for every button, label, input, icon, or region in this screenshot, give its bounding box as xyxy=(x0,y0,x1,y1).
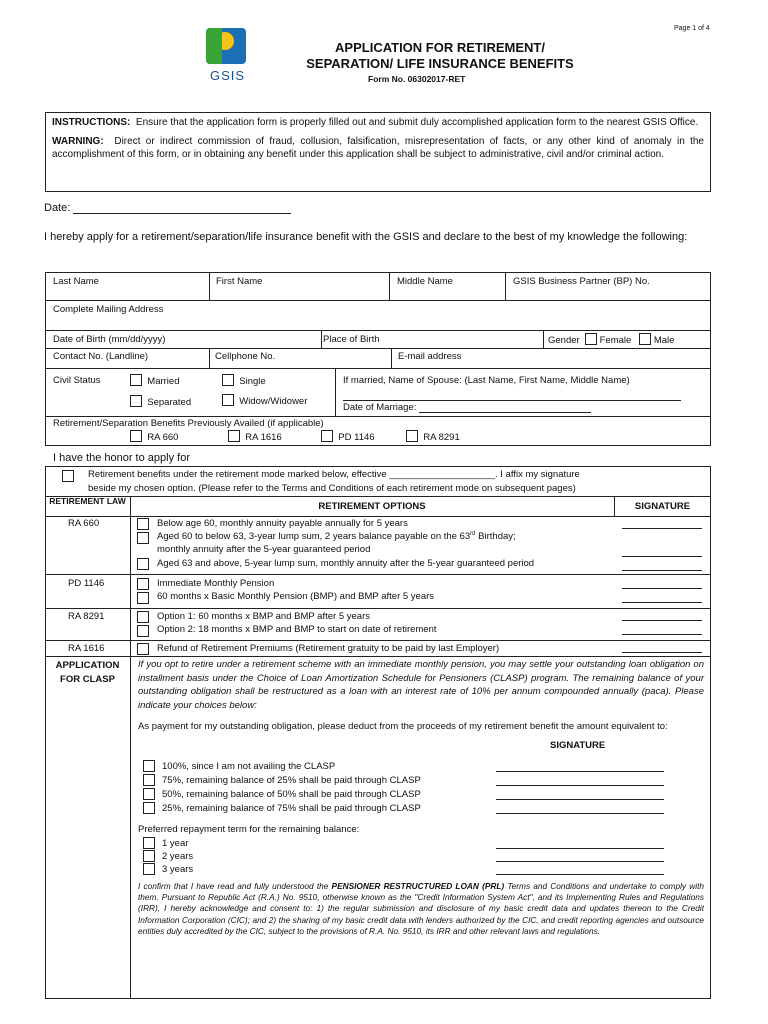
form-number: Form No. 06302017-RET xyxy=(368,74,466,84)
signature-line[interactable] xyxy=(496,785,664,786)
term-3: 3 years xyxy=(162,864,194,875)
law-pd1146: PD 1146 xyxy=(68,578,105,589)
pd1146-opt1-checkbox[interactable] xyxy=(137,578,149,590)
bp-number-field[interactable]: GSIS Business Partner (BP) No. xyxy=(513,276,650,287)
first-name-field[interactable]: First Name xyxy=(216,276,263,287)
pd1146-opt1: Immediate Monthly Pension xyxy=(157,578,275,589)
landline-field[interactable]: Contact No. (Landline) xyxy=(53,351,149,362)
ra660-opt3: Aged 63 and above, 5-year lump sum, monthly annuity after the 5-year guaranteed period xyxy=(157,558,535,569)
female-checkbox[interactable] xyxy=(585,333,597,345)
clasp-opt100: 100%, since I am not availing the CLASP xyxy=(162,761,336,772)
married-option[interactable]: Married xyxy=(130,374,179,387)
ra660-opt2-cont: monthly annuity after the 5-year guaranteed period xyxy=(157,544,371,555)
clasp-opt25: 25%, remaining balance of 75% shall be paid through CLASP xyxy=(162,803,421,814)
logo-text: GSIS xyxy=(210,68,246,83)
spouse-name-field[interactable]: If married, Name of Spouse: (Last Name, First Name, Middle Name) xyxy=(343,375,630,386)
page-number: Page 1 of 4 xyxy=(674,25,710,32)
clasp-intro: If you opt to retire under a retirement scheme with an immediate monthly pension, you may settle your outstanding loan obligation on installment basis under the Choice of Loan Amortization Schedule for Pensioners (CLASP) program. The remaining balance of your outstanding obligation shall be restructured as a loan with an interest rate of 10% per annum compounded annually (paca). Please indicate your choices below: xyxy=(138,659,704,711)
law-ra1616: RA 1616 xyxy=(68,643,105,654)
prev-ra8291-option[interactable]: RA 8291 xyxy=(406,430,460,443)
retirement-mode-line1: Retirement benefits under the retirement mode marked below, effective ____________________. I affix my signature xyxy=(88,469,580,480)
middle-name-field[interactable]: Middle Name xyxy=(397,276,453,287)
last-name-field[interactable]: Last Name xyxy=(53,276,99,287)
prev-ra660-option[interactable]: RA 660 xyxy=(130,430,178,443)
clasp-100-checkbox[interactable] xyxy=(143,760,155,772)
col-retirement-options: RETIREMENT OPTIONS xyxy=(318,501,426,512)
honor-label: I have the honor to apply for xyxy=(53,452,190,464)
ra660-opt1: Below age 60, monthly annuity payable annually for 5 years xyxy=(157,518,408,529)
ra8291-opt1: Option 1: 60 months x BMP and BMP after 5 years xyxy=(157,611,370,622)
clasp-75-checkbox[interactable] xyxy=(143,774,155,786)
term-3-checkbox[interactable] xyxy=(143,863,155,875)
ra8291-opt2: Option 2: 18 months x BMP and BMP to start on date of retirement xyxy=(157,624,437,635)
col-retirement-law: RETIREMENT LAW xyxy=(49,496,126,506)
signature-line[interactable] xyxy=(496,771,664,772)
email-field[interactable]: E-mail address xyxy=(398,351,462,362)
signature-line[interactable] xyxy=(496,861,664,862)
ra660-opt2: Aged 60 to below 63, 3-year lump sum, 2 years balance payable on the 63rd Birthday; xyxy=(157,531,516,543)
clasp-25-checkbox[interactable] xyxy=(143,802,155,814)
form-title: APPLICATION FOR RETIREMENT/ SEPARATION/ LIFE INSURANCE BENEFITS xyxy=(306,40,574,71)
signature-line[interactable] xyxy=(496,874,664,875)
ra1616-opt1: Refund of Retirement Premiums (Retirement gratuity to be paid by last Employer) xyxy=(157,643,500,654)
prev-benefits-label: Retirement/Separation Benefits Previously Availed (if applicable) xyxy=(53,418,324,429)
clasp-deduct: As payment for my outstanding obligation, please deduct from the proceeds of my retirement benefit the amount equivalent to: xyxy=(138,721,668,732)
clasp-opt50: 50%, remaining balance of 50% shall be paid through CLASP xyxy=(162,789,421,800)
ra8291-opt2-checkbox[interactable] xyxy=(137,625,149,637)
gender-field: Gender Female Male xyxy=(548,335,675,346)
signature-line[interactable] xyxy=(496,813,664,814)
ra660-opt3-checkbox[interactable] xyxy=(137,558,149,570)
separated-option[interactable]: Separated xyxy=(130,395,191,408)
apply-statement: I hereby apply for a retirement/separation/life insurance benefit with the GSIS and declare to the best of my knowledge the following: xyxy=(44,231,688,243)
signature-line[interactable] xyxy=(622,652,702,653)
instructions-box: INSTRUCTIONS: Ensure that the application form is properly filled out and submit duly accomplished application form to the nearest GSIS Office. WARNING: Direct or indirect commission of fraud, collusion, falsification, misrepresentation of facts, or any other kind of anomaly in the accomplishment of this form, or in obtaining any benefit under this application shall be subject to administrative, civil and/or criminal action. xyxy=(45,112,711,192)
cellphone-field[interactable]: Cellphone No. xyxy=(215,351,276,362)
term-1-checkbox[interactable] xyxy=(143,837,155,849)
signature-line[interactable] xyxy=(622,528,702,529)
prl-confirmation: I confirm that I have read and fully understood the PENSIONER RESTRUCTURED LOAN (PRL) Terms and Conditions and undertake to comply with them. Pursuant to Republic Act (R.A.) No. 9510, otherwise known as the "Credit Information System Act", and its Implementing Rules and Regulations (IRR), I hereby acknowledge and consent to: 1) the regular submission and disclosure of my basic credit data and updates thereon to the Credit Information Corporation (CIC); and 2) the sharing of my basic credit data with lenders authorized by the CIC, and credit reporting agencies and outsource entities duly accredited by the CIC, subject to the provisions of R.A. No. 9510, its IRR and other relevant laws and regulations. xyxy=(138,881,704,936)
ra8291-opt1-checkbox[interactable] xyxy=(137,611,149,623)
signature-line[interactable] xyxy=(622,588,702,589)
gsis-logo xyxy=(206,28,258,82)
civil-status-label: Civil Status xyxy=(53,375,101,386)
term-label: Preferred repayment term for the remaining balance: xyxy=(138,824,360,835)
pob-field[interactable]: Place of Birth xyxy=(323,334,380,345)
marriage-date-field[interactable]: Date of Marriage: xyxy=(343,402,591,413)
signature-line[interactable] xyxy=(622,634,702,635)
prev-ra1616-option[interactable]: RA 1616 xyxy=(228,430,282,443)
signature-line[interactable] xyxy=(622,602,702,603)
ra1616-opt1-checkbox[interactable] xyxy=(137,643,149,655)
single-option[interactable]: Single xyxy=(222,374,266,387)
prev-pd1146-option[interactable]: PD 1146 xyxy=(321,430,375,443)
term-1: 1 year xyxy=(162,838,189,849)
signature-line[interactable] xyxy=(622,620,702,621)
ra660-opt2-checkbox[interactable] xyxy=(137,532,149,544)
date-field[interactable]: Date: xyxy=(44,202,291,214)
widow-option[interactable]: Widow/Widower xyxy=(222,394,307,407)
clasp-signature-header: SIGNATURE xyxy=(550,740,606,751)
clasp-50-checkbox[interactable] xyxy=(143,788,155,800)
ra660-opt1-checkbox[interactable] xyxy=(137,518,149,530)
law-ra8291: RA 8291 xyxy=(68,611,105,622)
signature-line[interactable] xyxy=(622,556,702,557)
law-ra660: RA 660 xyxy=(68,518,100,529)
pd1146-opt2: 60 months x Basic Monthly Pension (BMP) and BMP after 5 years xyxy=(157,591,435,602)
male-checkbox[interactable] xyxy=(639,333,651,345)
clasp-opt75: 75%, remaining balance of 25% shall be paid through CLASP xyxy=(162,775,421,786)
signature-line[interactable] xyxy=(496,799,664,800)
pd1146-opt2-checkbox[interactable] xyxy=(137,592,149,604)
signature-line[interactable] xyxy=(496,848,664,849)
retirement-mode-checkbox[interactable] xyxy=(62,470,74,482)
retirement-mode-line2: beside my chosen option. (Please refer to the Terms and Conditions of each retirement mode on subsequent pages) xyxy=(88,483,576,494)
term-2-checkbox[interactable] xyxy=(143,850,155,862)
signature-line[interactable] xyxy=(622,570,702,571)
col-signature: SIGNATURE xyxy=(634,501,691,512)
dob-field[interactable]: Date of Birth (mm/dd/yyyy) xyxy=(53,334,166,345)
term-2: 2 years xyxy=(162,851,194,862)
clasp-label: APPLICATION FOR CLASP xyxy=(55,660,120,685)
mailing-address-field[interactable]: Complete Mailing Address xyxy=(53,304,164,315)
